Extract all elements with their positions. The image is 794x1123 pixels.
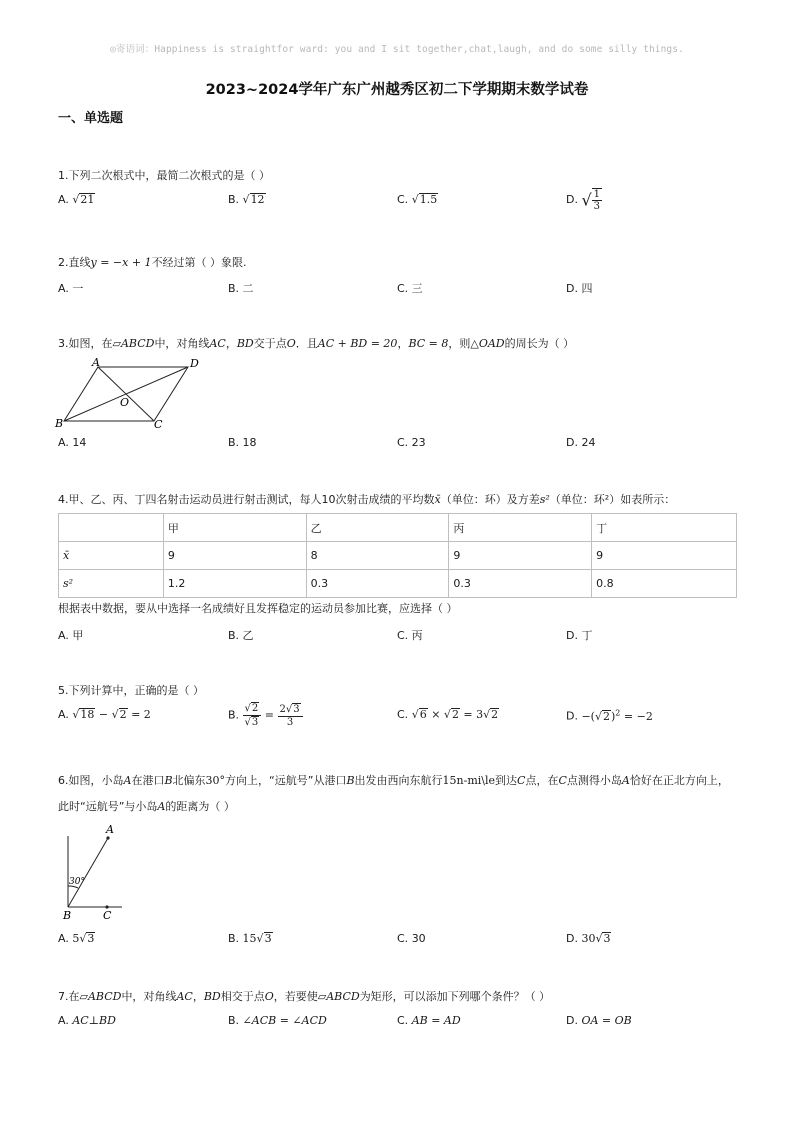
option-a[interactable]: A. 一 bbox=[58, 282, 84, 295]
option-c[interactable]: C. 三 bbox=[397, 282, 423, 295]
table-cell bbox=[59, 514, 164, 542]
radicand: 3 bbox=[603, 932, 611, 945]
math-expression: y = −x + 1 bbox=[90, 256, 152, 269]
math-expression: B bbox=[164, 774, 173, 787]
table-cell: 丙 bbox=[449, 514, 592, 542]
option-label: D. bbox=[566, 932, 582, 945]
question-text: 1.下列二次根式中，最简二次根式的是（ ） bbox=[58, 169, 270, 182]
math-expression: 5√3 bbox=[72, 932, 95, 945]
parallelogram-figure bbox=[52, 355, 212, 433]
table-cell: 乙 bbox=[306, 514, 449, 542]
option-c[interactable]: C. 23 bbox=[397, 436, 426, 449]
option-label: D. bbox=[566, 709, 582, 723]
table-cell: 9 bbox=[449, 542, 592, 570]
radicand: 2 bbox=[451, 708, 459, 721]
math-expression: √18 − √2 = 2 bbox=[72, 708, 151, 721]
option-label: A. bbox=[58, 932, 73, 945]
radicand: 3 bbox=[264, 932, 272, 945]
math-expression: $-(√2)^2 = -2$ bbox=[581, 708, 653, 723]
result: = 2 bbox=[127, 708, 151, 721]
option-d[interactable] bbox=[566, 188, 602, 212]
question-text: 中，对角线 bbox=[154, 337, 210, 350]
point-a bbox=[106, 836, 109, 839]
option-b[interactable] bbox=[228, 702, 303, 729]
question-text: 北偏东 bbox=[172, 774, 206, 787]
watermark: ◎寄语词：Happiness is straightfor ward: you and I sit together,chat,laugh, and do some silly things. bbox=[110, 44, 684, 55]
option-c[interactable] bbox=[397, 1014, 461, 1027]
question-text: ．且 bbox=[295, 337, 318, 350]
option-label: B. bbox=[228, 193, 243, 206]
question-2-stem bbox=[58, 255, 748, 271]
option-a[interactable] bbox=[58, 1014, 116, 1027]
math-expression: 15√3 bbox=[242, 932, 272, 945]
navigation-figure bbox=[58, 820, 138, 922]
question-text: ，则 bbox=[448, 337, 471, 350]
label-d: D bbox=[190, 357, 199, 370]
math-expression: AC + BD = 20 bbox=[317, 337, 398, 350]
question-text: （单位：环²）如表所示： bbox=[549, 493, 676, 506]
question-text: 2.直线 bbox=[58, 256, 91, 269]
numerator: 2√3 bbox=[278, 703, 303, 717]
coefficient: 2 bbox=[279, 704, 286, 715]
option-label: B. bbox=[228, 708, 243, 722]
option-label: D. bbox=[566, 1014, 582, 1027]
option-d[interactable]: D. 丁 bbox=[566, 629, 593, 642]
question-text: 到达 bbox=[495, 774, 518, 787]
fraction-right bbox=[278, 703, 303, 728]
question-text: 6.如图，小岛 bbox=[58, 774, 124, 787]
radicand: 21 bbox=[80, 193, 95, 206]
option-label: C. bbox=[397, 193, 412, 206]
option-c[interactable] bbox=[397, 193, 438, 206]
math-expression: C bbox=[558, 774, 567, 787]
option-label: B. bbox=[228, 932, 243, 945]
question-text: 出发由西向东航行 bbox=[354, 774, 443, 787]
radicand: 3 bbox=[87, 932, 95, 945]
radical: √12 bbox=[242, 193, 265, 206]
table-cell: 甲 bbox=[163, 514, 306, 542]
question-text: 3.如图，在 bbox=[58, 337, 113, 350]
question-4-followup bbox=[58, 601, 748, 617]
table-row bbox=[59, 542, 737, 570]
math-expression: OA = OB bbox=[581, 1014, 632, 1027]
question-7-options bbox=[58, 1014, 748, 1034]
diagonal-bd bbox=[64, 367, 188, 421]
table-header-row bbox=[59, 514, 737, 542]
denominator: 3 bbox=[286, 717, 294, 728]
option-value: 30 bbox=[411, 932, 426, 945]
option-b[interactable]: B. 二 bbox=[228, 282, 254, 295]
result: = −2 bbox=[620, 709, 653, 723]
math-expression: BD bbox=[236, 337, 254, 350]
radicand: 6 bbox=[419, 708, 427, 721]
label-c: C bbox=[103, 909, 112, 922]
denominator: √3 bbox=[244, 717, 259, 728]
radicand: 2 bbox=[491, 708, 499, 721]
question-text: （单位：环）及方差 bbox=[440, 493, 540, 506]
question-text: 在港口 bbox=[131, 774, 165, 787]
table-cell: 9 bbox=[163, 542, 306, 570]
coefficient: 30 bbox=[581, 932, 596, 945]
option-d[interactable] bbox=[566, 932, 611, 945]
option-c[interactable] bbox=[397, 708, 499, 721]
question-text: 点，在 bbox=[525, 774, 559, 787]
question-4-stem bbox=[58, 492, 748, 508]
option-b[interactable]: B. 18 bbox=[228, 436, 257, 449]
table-row bbox=[59, 570, 737, 598]
math-expression: AC bbox=[209, 337, 226, 350]
question-text: 方向上，“远航号”从港口 bbox=[225, 774, 347, 787]
question-5-options bbox=[58, 703, 748, 738]
question-2-options bbox=[58, 280, 748, 300]
label-a: A bbox=[106, 823, 114, 836]
denominator: 3 bbox=[593, 201, 601, 212]
radicand: 12 bbox=[250, 193, 265, 206]
page-title: 2023~2024学年广东广州越秀区初二下学期期末数学试卷 bbox=[205, 82, 589, 98]
option-label: A. bbox=[58, 708, 73, 721]
math-expression: B bbox=[346, 774, 355, 787]
option-c[interactable]: C. 丙 bbox=[397, 629, 423, 642]
math-expression: BC = 8 bbox=[408, 337, 449, 350]
question-text: 点测得小岛 bbox=[566, 774, 622, 787]
option-a[interactable] bbox=[58, 932, 95, 945]
radical: √21 bbox=[72, 193, 95, 206]
table-cell: 0.3 bbox=[306, 570, 449, 598]
table-cell: 8 bbox=[306, 542, 449, 570]
label-c: C bbox=[154, 418, 163, 431]
option-a[interactable] bbox=[58, 708, 151, 721]
label-b: B bbox=[63, 909, 72, 922]
option-a[interactable]: A. 14 bbox=[58, 436, 87, 449]
math-expression: O bbox=[264, 990, 274, 1003]
question-text: 的距离为（ ） bbox=[165, 800, 235, 813]
table-cell: 0.3 bbox=[449, 570, 592, 598]
fraction-left bbox=[243, 702, 262, 729]
question-text: ，若要使 bbox=[273, 990, 318, 1003]
option-label: C. bbox=[397, 932, 412, 945]
option-label: D. bbox=[566, 193, 582, 206]
math-expression: ▱ABCD bbox=[112, 337, 155, 350]
label-b: B bbox=[55, 417, 64, 430]
math-expression: 30√3 bbox=[581, 932, 611, 945]
angle-label: 30° bbox=[69, 877, 85, 887]
option-b[interactable] bbox=[228, 932, 273, 945]
question-text: 5.下列计算中，正确的是（ ） bbox=[58, 684, 204, 697]
option-label: C. bbox=[397, 708, 412, 721]
label-a: A bbox=[92, 356, 100, 369]
operator: − bbox=[95, 708, 112, 721]
math-expression: ▱ABCD bbox=[79, 990, 122, 1003]
option-label: A. bbox=[58, 1014, 73, 1027]
table-cell: 1.2 bbox=[163, 570, 306, 598]
table-cell: 丁 bbox=[592, 514, 737, 542]
math-expression: A bbox=[157, 800, 166, 813]
table-cell: s² bbox=[59, 570, 164, 598]
radical-sign: √ bbox=[581, 190, 592, 210]
math-expression: x̄ bbox=[434, 493, 441, 506]
radicand: 3 bbox=[251, 717, 259, 728]
math-expression: A bbox=[621, 774, 630, 787]
exponent: 2 bbox=[615, 708, 621, 717]
question-text: 7.在 bbox=[58, 990, 80, 1003]
math-expression: 15n-mi\le bbox=[442, 774, 496, 787]
math-expression: s² bbox=[539, 493, 550, 506]
question-3-options bbox=[58, 436, 748, 456]
question-6-stem-line2 bbox=[58, 799, 748, 815]
radicand: 2 bbox=[603, 709, 610, 723]
operator: −( bbox=[581, 709, 595, 723]
question-1-options bbox=[58, 189, 748, 213]
question-text: 根据表中数据，要从中选择一名成绩好且发挥稳定的运动员参加比赛，应选择（ ） bbox=[58, 602, 458, 615]
math-expression: ∠ACB = ∠ACD bbox=[242, 1014, 327, 1027]
question-text: 交于点 bbox=[253, 337, 287, 350]
math-expression: AC⊥BD bbox=[72, 1014, 116, 1027]
fraction bbox=[592, 188, 602, 212]
radicand: 2 bbox=[251, 703, 259, 714]
question-6-options bbox=[58, 932, 748, 952]
math-expression: √6 × √2 = 3√2 bbox=[411, 708, 499, 721]
question-text: ， bbox=[397, 337, 409, 350]
operator: × bbox=[427, 708, 444, 721]
option-a[interactable] bbox=[58, 193, 95, 206]
math-expression: ▱ABCD bbox=[317, 990, 360, 1003]
math-expression: BD bbox=[203, 990, 221, 1003]
question-text: 中，对角线 bbox=[121, 990, 177, 1003]
option-d[interactable]: D. 四 bbox=[566, 282, 593, 295]
question-4-options bbox=[58, 627, 748, 647]
question-text: 不经过第（ ）象限. bbox=[151, 256, 247, 269]
option-b[interactable] bbox=[228, 193, 266, 206]
radicand: 18 bbox=[80, 708, 95, 721]
question-text: 4.甲、乙、丙、丁四名射击运动员进行射击测试，每人10次射击成绩的平均数 bbox=[58, 493, 435, 506]
table-cell: 0.8 bbox=[592, 570, 737, 598]
math-expression: AB = AD bbox=[411, 1014, 461, 1027]
bearing-line bbox=[68, 838, 108, 907]
score-table bbox=[58, 513, 737, 598]
question-text: ， bbox=[225, 337, 237, 350]
question-7-stem bbox=[58, 989, 748, 1005]
table-cell: x̄ bbox=[59, 542, 164, 570]
operator: = bbox=[261, 708, 278, 722]
option-d[interactable] bbox=[566, 708, 653, 723]
question-1-stem bbox=[58, 168, 748, 184]
result: = 3 bbox=[459, 708, 484, 721]
math-expression: A bbox=[123, 774, 132, 787]
radicand: 2 bbox=[119, 708, 127, 721]
radicand: 3 bbox=[293, 704, 300, 715]
option-c[interactable] bbox=[397, 932, 426, 945]
question-text: 此时“远航号”与小岛 bbox=[58, 800, 158, 813]
numerator: 1 bbox=[593, 189, 601, 200]
option-a[interactable]: A. 甲 bbox=[58, 629, 84, 642]
question-5-stem bbox=[58, 683, 748, 699]
question-6-stem bbox=[58, 773, 748, 789]
option-label: A. bbox=[58, 193, 73, 206]
coefficient: 15 bbox=[242, 932, 257, 945]
question-text: ， bbox=[192, 990, 204, 1003]
option-d[interactable]: D. 24 bbox=[566, 436, 596, 449]
numerator: √2 bbox=[243, 702, 262, 716]
option-b[interactable] bbox=[228, 1014, 327, 1027]
question-text: 为矩形，可以添加下列哪个条件？（ ） bbox=[359, 990, 551, 1003]
coefficient: 5 bbox=[72, 932, 80, 945]
option-d[interactable] bbox=[566, 1014, 632, 1027]
question-text: 相交于点 bbox=[220, 990, 265, 1003]
option-label: B. bbox=[228, 1014, 243, 1027]
question-text: 恰好在正北方向上， bbox=[629, 774, 729, 787]
table-cell: 9 bbox=[592, 542, 737, 570]
math-expression: △OAD bbox=[470, 337, 505, 350]
math-expression: 30° bbox=[205, 774, 226, 787]
math-expression: AC bbox=[176, 990, 193, 1003]
math-expression: O bbox=[286, 337, 296, 350]
label-o: O bbox=[120, 396, 130, 409]
radicand: 1.5 bbox=[419, 193, 438, 206]
operator: ) bbox=[611, 709, 616, 723]
option-b[interactable]: B. 乙 bbox=[228, 629, 254, 642]
option-label: C. bbox=[397, 1014, 412, 1027]
question-3-stem bbox=[58, 336, 748, 352]
question-text: 的周长为（ ） bbox=[504, 337, 575, 350]
section-heading: 一、单选题 bbox=[58, 111, 124, 126]
math-expression: C bbox=[517, 774, 526, 787]
radical: √1.5 bbox=[411, 193, 438, 206]
